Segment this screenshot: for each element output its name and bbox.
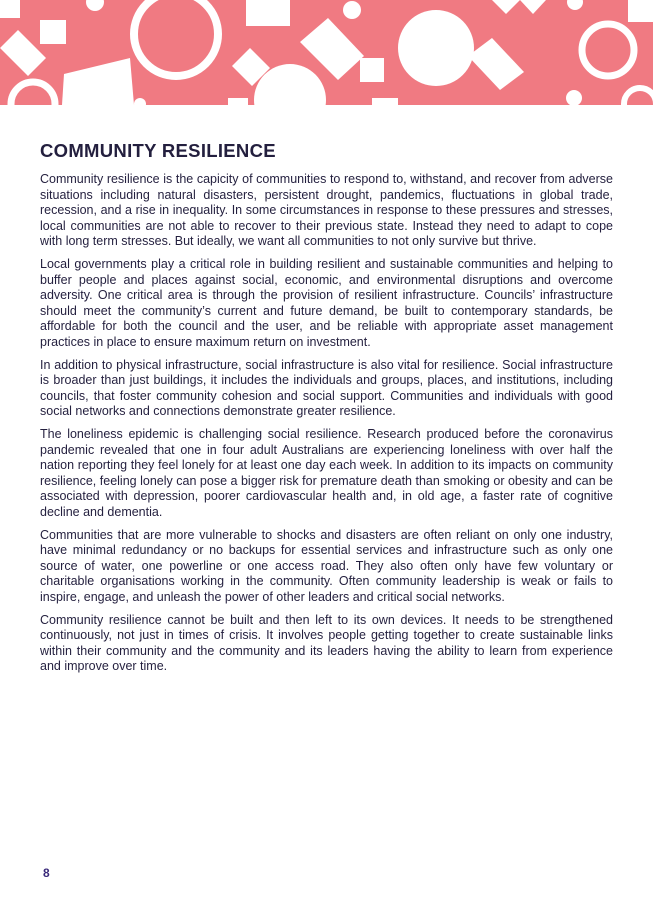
paragraph: In addition to physical infrastructure, social infrastructure is also vital for resilience. Social infrastructure is broader than just buildings, it includes the individuals and groups, places, and institutions, including councils, that foster community cohesion and social support. Communities and individuals with good social networks and connections demonstrate greater resilience. bbox=[40, 357, 613, 418]
page-number: 8 bbox=[43, 866, 50, 880]
geometric-pattern-graphic bbox=[0, 0, 653, 105]
paragraph: Local governments play a critical role in building resilient and sustainable communities and helping to buffer people and places against social, economic, and environmental disruptions and overcome adversity. One critical area is through the provision of resilient infrastructure. Councils’ infrastructure should meet the community’s current and future demand, be built to contemporary standards, be affordable for both the council and the user, and be reliable with appropriate asset management practices in place to ensure maximum return on investment. bbox=[40, 257, 613, 349]
paragraph: Community resilience cannot be built and then left to its own devices. It needs to be strengthened continuously, not just in times of crisis. It involves people getting together to create sustainable links within their community and the community and its leaders having the ability to learn from experience and improve over time. bbox=[40, 612, 613, 673]
page-title: COMMUNITY RESILIENCE bbox=[40, 140, 276, 161]
paragraph: The loneliness epidemic is challenging social resilience. Research produced before the coronavirus pandemic revealed that one in four adult Australians are experiencing loneliness with over half the nation reporting they feel lonely for at least one day each week. In addition to its impacts on community resilience, feeling lonely can pose a bigger risk for premature death than smoking or obesity and can be associated with depression, poorer cardiovascular health and, in old age, a faster rate of cognitive decline and dementia. bbox=[40, 427, 613, 519]
article bbox=[40, 140, 613, 682]
decorative-header-banner bbox=[0, 0, 653, 105]
paragraph: Communities that are more vulnerable to shocks and disasters are often reliant on only one industry, have minimal redundancy or no backups for essential services and infrastructure such as only one source of water, one powerline or one access road. They also often only have few voluntary or charitable organisations working in the community. Often community leadership is weak or fails to inspire, engage, and unleash the power of other leaders and critical social networks. bbox=[40, 527, 613, 604]
paragraph: Community resilience is the capicity of communities to respond to, withstand, and recover from adverse situations including natural disasters, persistent drought, pandemics, fluctuations in global trade, recession, and a rise in inequality. In some circumstances in response to these pressures and stresses, local communities are not able to recover to their previous state. Instead they need to adapt to cope with long term stresses. But ideally, we want all communities to not only survive but thrive. bbox=[40, 172, 613, 248]
